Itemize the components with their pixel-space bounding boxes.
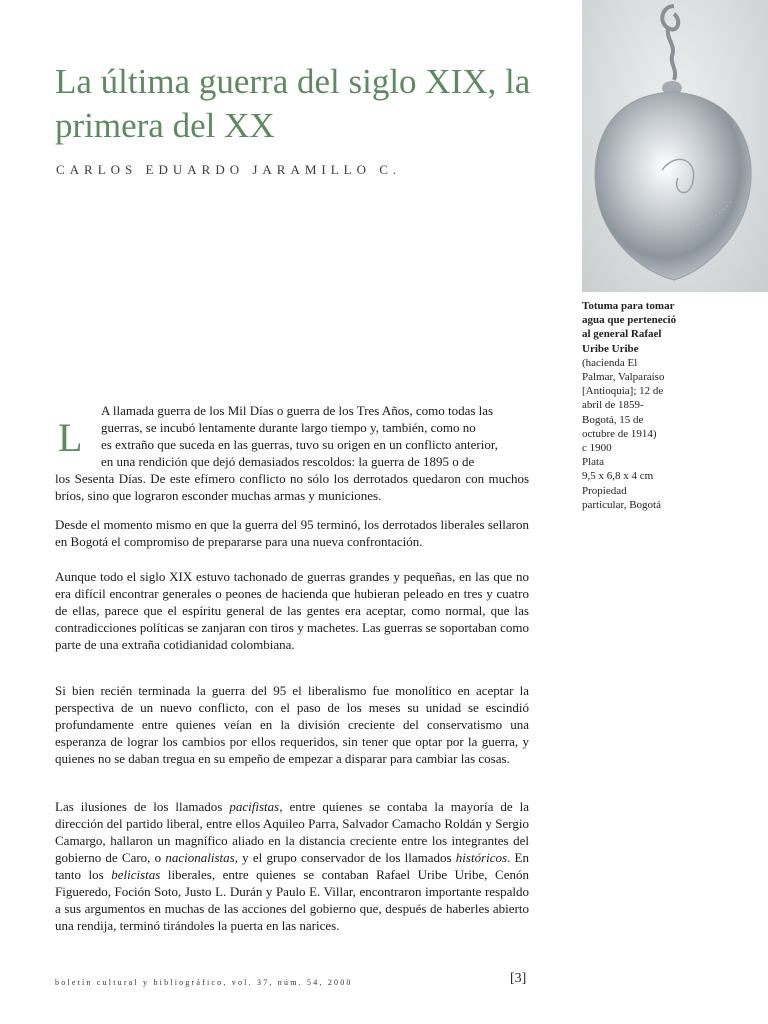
paragraph-2: Desde el momento mismo en que la guerra del 95 terminó, los derrotados liberales sellaron en Bogotá el compromiso de prepararse para una nueva confrontación. [55, 517, 529, 549]
caption-line: octubre de 1914) [582, 427, 657, 440]
paragraph-4: Si bien recién terminada la guerra del 95 el liberalismo fue monolítico en aceptar la perspectiva de un nuevo conflicto, con el paso de los meses su unidad se escindió profundamente entre quienes veían en la división creciente del conservatismo una esperanza de lograr los cambios por ellos requeridos, sin tener que optar por la guerra, y quienes no se daban tregua en su empeño de empezar a disparar para cambiar las cosas. [55, 683, 529, 766]
paragraph-line: es extraño que suceda en las guerras, tuvo su origen en un conflicto anterior, [101, 437, 498, 452]
paragraph-text: , y el grupo conservador de los llamados [234, 850, 456, 865]
article-title: La última guerra del siglo XIX, la primera del XX [55, 62, 531, 145]
caption-line: abril de 1859- [582, 399, 644, 412]
caption-bold-line: al general Rafael [582, 328, 662, 341]
drop-cap: L [58, 415, 83, 460]
italic-term: belicistas [111, 867, 161, 882]
paragraph-line: A llamada guerra de los Mil Días o guerra de los Tres Años, como todas las [101, 403, 494, 418]
paragraph-1 [55, 402, 529, 504]
caption-line: Plata [582, 456, 604, 469]
page-number: [3] [510, 971, 527, 986]
paragraph-line: en una rendición que dejó demasiados rescoldos: la guerra de 1895 o de [101, 454, 475, 469]
journal-footer: boletín cultural y bibliográfico, vol. 37, núm. 54, 2000 [55, 978, 353, 987]
paragraph-text: , entre quienes se contaba la mayoría de la dirección del partido liberal, entre ellos Aquileo Parra, Salvador Camacho Roldán y Sergio Camargo, hallaron un magnífico aliado en la distancia creciente entre los integrantes del gobierno de Caro, o [55, 799, 529, 865]
caption-line: particular, Bogotá [582, 498, 661, 511]
caption-line: 9,5 x 6,8 x 4 cm [582, 470, 654, 483]
caption-bold-line: Totuma para tomar [582, 300, 675, 312]
paragraph-3: Aunque todo el siglo XIX estuvo tachonado de guerras grandes y pequeñas, en las que no era difícil encontrar generales o peones de hacienda que hubieran peleado en tres y cuatro de ellas, parece que el espíritu general de las gentes era aceptar, como normal, que las contradicciones políticas se zanjaran con tiros y machetes. Las guerras se soportaban como parte de una extraña cotidianidad colombiana. [55, 569, 529, 652]
silver-gourd-photo [582, 0, 768, 292]
paragraph-text: . En tanto los [55, 850, 529, 882]
paragraph-text: liberales, entre quienes se contaban Rafael Uribe Uribe, Cenón Figueredo, Foción Soto, Justo L. Durán y Paulo E. Villar, encontraron importante respaldo a sus argumentos en muchas de las acciones del gobierno que, después de haberles abierto una rendija, terminó tirándoles la puerta en las narices. [55, 867, 529, 933]
caption-line: Palmar, Valparaíso [582, 371, 665, 384]
author-name: CARLOS EDUARDO JARAMILLO C. [56, 162, 402, 177]
caption-bold-line: Uribe Uribe [582, 342, 639, 355]
paragraph-text: los Sesenta Días. De este efímero conflicto no sólo los derrotados quedaron con muchos bríos, sino que lograron esconder muchas armas y municiones. [55, 471, 529, 503]
italic-term: históricos [455, 850, 508, 865]
paragraph-line: guerras, se incubó lentamente durante largo tiempo y, también, como no [101, 420, 476, 435]
italic-term: pacifistas [229, 799, 280, 814]
caption-bold-line: agua que perteneció [582, 314, 677, 327]
photo-caption [582, 299, 702, 512]
caption-line: (hacienda El [582, 356, 638, 369]
caption-line: Bogotá, 15 de [582, 413, 644, 426]
paragraph-text: Las ilusiones de los llamados [55, 799, 230, 814]
caption-line: [Antioquia]; 12 de [582, 385, 664, 398]
caption-line: Propiedad [582, 484, 627, 497]
caption-line: c 1900 [582, 442, 612, 455]
paragraph-5 [55, 798, 529, 934]
italic-term: nacionalistas [165, 850, 235, 865]
silver-gourd-image [582, 0, 768, 292]
